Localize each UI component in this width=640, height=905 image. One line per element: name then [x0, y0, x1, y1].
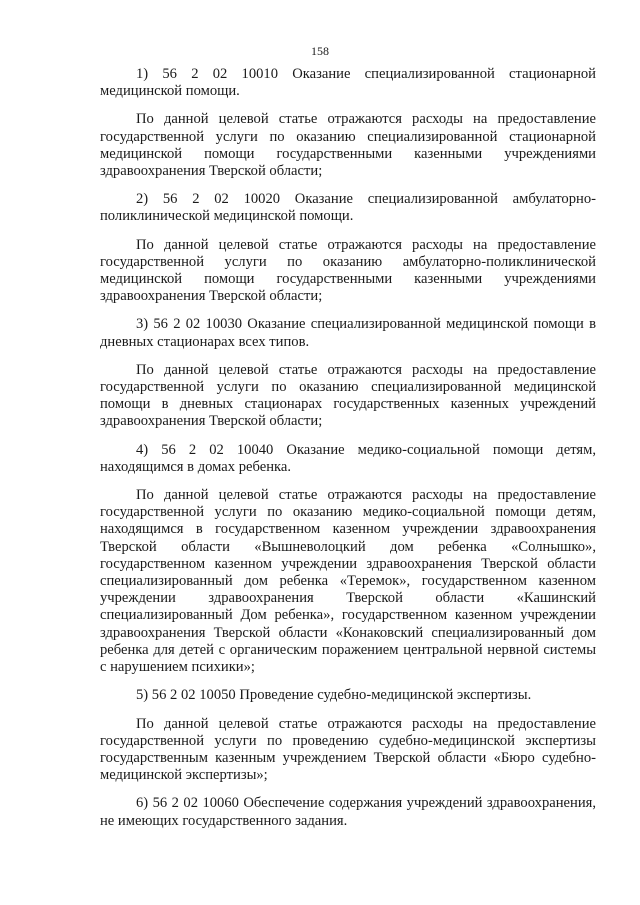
description-paragraph: По данной целевой статье отражаются расходы на предоставление государственной услуги по оказанию амбулаторно-поликлинической медицинской помощи государственными казенными учреждениями здравоохранения Тверской области; [100, 236, 596, 305]
description-paragraph: По данной целевой статье отражаются расходы на предоставление государственной услуги по проведению судебно-медицинской экспертизы государственным казенным учреждением Тверской области «Бюро судебно-медицинской экспертизы»; [100, 715, 596, 784]
description-paragraph: По данной целевой статье отражаются расходы на предоставление государственной услуги по оказанию медико-социальной помощи детям, находящимся в государственном казенном учреждении здравоохранения Тверской области «Вышневолоцкий дом ребенка «Солнышко», государственном казенном учреждении здравоохранения Тверской области специализированный дом ребенка «Теремок», государственном казенном учреждении здравоохранения Тверской области «Кашинский специализированный Дом ребенка», государственном казенном учреждении здравоохранения Тверской области «Конаковский специализированный дом ребенка для детей с органическим поражением центральной нервной системы с нарушением психики»; [100, 487, 596, 676]
description-paragraph: По данной целевой статье отражаются расходы на предоставление государственной услуги по оказанию специализированной медицинской помощи в дневных стационарах государственных казенных учреждений здравоохранения Тверской области; [100, 361, 596, 430]
item-paragraph: 1) 56 2 02 10010 Оказание специализированной стационарной медицинской помощи. [100, 66, 596, 100]
item-paragraph: 4) 56 2 02 10040 Оказание медико-социальной помощи детям, находящимся в домах ребенка. [100, 441, 596, 475]
item-paragraph: 2) 56 2 02 10020 Оказание специализированной амбулаторно-поликлинической медицинской помощи. [100, 191, 596, 225]
page-number: 158 [311, 44, 329, 58]
item-paragraph: 5) 56 2 02 10050 Проведение судебно-медицинской экспертизы. [136, 687, 532, 704]
description-paragraph: По данной целевой статье отражаются расходы на предоставление государственной услуги по оказанию специализированной стационарной медицинской помощи государственными казенными учреждениями здравоохранения Тверской области; [100, 111, 596, 180]
item-paragraph: 3) 56 2 02 10030 Оказание специализированной медицинской помощи в дневных стационарах всех типов. [100, 316, 596, 350]
document-body [100, 66, 596, 841]
item-paragraph: 6) 56 2 02 10060 Обеспечение содержания учреждений здравоохранения, не имеющих государственного задания. [100, 795, 596, 829]
